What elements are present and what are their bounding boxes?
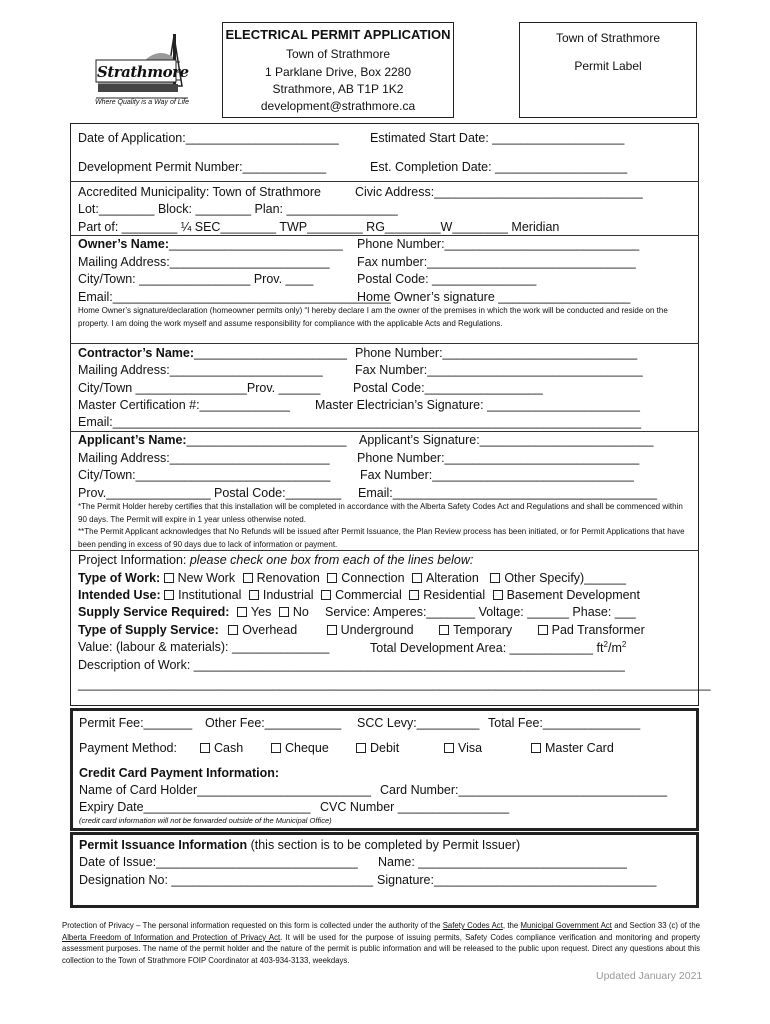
label-box-org: Town of Strathmore (555, 31, 661, 45)
supply-yes-checkbox[interactable]: Yes (237, 605, 271, 619)
owner-fax[interactable]: Fax number:______________________________ (357, 255, 636, 269)
civic-address[interactable]: Civic Address:______________________________ (355, 185, 643, 199)
refund-acknowledgement: **The Permit Applicant acknowledges that No Refunds will be issued after Permit Issuance, the Plan Review process has been initiated, or for Permit Applications that have been pending in excess of 90 days due to lack of information or payment. (78, 527, 685, 549)
pay-visa-checkbox[interactable]: Visa (444, 741, 482, 755)
intended-use-row: Intended Use: Institutional Industrial Commercial Residential Basement Development (78, 588, 640, 602)
card-number[interactable]: Card Number:______________________________ (380, 783, 668, 797)
work-alteration-checkbox[interactable]: Alteration (412, 571, 479, 585)
type-of-work-label: Type of Work (78, 571, 157, 585)
permit-holder-certification: *The Permit Holder hereby certifies that this installation will be completed in accordance with the Alberta Safety Codes Act and Regulations and shall be commenced within 90 days. The Permit will expire in 1 year unless otherwise noted. (78, 502, 683, 524)
logo-tagline: Where Quality is a Way of Life (95, 99, 190, 106)
applicant-mailing[interactable]: Mailing Address:_______________________ (78, 451, 330, 465)
issuance-heading (79, 838, 520, 852)
card-expiry[interactable]: Expiry Date________________________ (79, 800, 311, 814)
service-amperes-voltage-phase[interactable]: Service: Amperes:_______ Voltage: ______ Phase: ___ (325, 605, 636, 619)
master-electrician-signature[interactable]: Master Electrician’s Signature: ______________________ (315, 398, 641, 412)
pay-cheque-checkbox[interactable]: Cheque (271, 741, 329, 755)
card-cvc[interactable]: CVC Number ________________ (320, 800, 510, 814)
contractor-fax[interactable]: Fax Number:_______________________________ (355, 363, 643, 377)
owner-email[interactable]: Email:________________________________________ (78, 290, 391, 304)
scc-levy[interactable]: SCC Levy:_________ (357, 716, 480, 730)
contractor-mailing[interactable]: Mailing Address:______________________ (78, 363, 323, 377)
foip-act-link[interactable]: Alberta Freedom of Information and Protection of Privacy Act (62, 932, 281, 942)
owner-phone[interactable]: Phone Number:____________________________ (357, 237, 640, 251)
supply-type-label: Type of Supply Service: (78, 623, 219, 637)
owner-mailing[interactable]: Mailing Address:_______________________ (78, 255, 330, 269)
supply-type-row (78, 623, 645, 637)
form-title: ELECTRICAL PERMIT APPLICATION (225, 27, 451, 42)
use-industrial-checkbox[interactable]: Industrial (249, 588, 314, 602)
owner-postal[interactable]: Postal Code: _______________ (357, 272, 537, 286)
project-value[interactable]: Value: (labour & materials): ______________ (78, 640, 330, 654)
project-info-instruction: please check one box from each of the lines below: (189, 553, 474, 567)
supply-overhead-checkbox[interactable]: Overhead (228, 623, 297, 637)
owner-name-line[interactable]: _________________________ (169, 237, 343, 251)
date-of-application[interactable]: Date of Application:______________________ (78, 131, 339, 145)
designation-number[interactable]: Designation No: _____________________________ (79, 873, 374, 887)
development-permit-number[interactable]: Development Permit Number:____________ (78, 160, 327, 174)
contractor-name-label: Contractor’s Name: (78, 346, 194, 360)
lot-block-plan[interactable]: Lot:________ Block: ________ Plan: ________________ (78, 202, 398, 216)
divider (70, 550, 699, 551)
issuance-title: Permit Issuance Information (79, 838, 248, 852)
description-of-work[interactable]: Description of Work: ______________________________________________________________ (78, 658, 625, 672)
owner-signature[interactable]: Home Owner’s signature ___________________ (357, 290, 631, 304)
use-commercial-checkbox[interactable]: Commercial (321, 588, 402, 602)
issuer-name[interactable]: Name: ______________________________ (378, 855, 627, 869)
type-of-work-row: Type of Work: New Work Renovation Connection Alteration Other Specify)______ (78, 571, 626, 585)
logo-text: Strathmore (97, 63, 189, 81)
divider (70, 343, 699, 344)
org-email: development@strathmore.ca (260, 99, 416, 113)
owner-declaration: Home Owner’s signature/declaration (homeowner permits only) “I hereby declare I am the owner of the premises in which the work will be conducted and reside on the property. I am doing the work myself and assume responsibility for compliance with the applicable Acts and Regulations. (78, 306, 668, 328)
credit-card-note: (credit card information will not be forwarded outside of the Municipal Office) (79, 816, 332, 825)
work-connection-checkbox[interactable]: Connection (327, 571, 404, 585)
applicant-city[interactable]: City/Town:____________________________ (78, 468, 331, 482)
divider (70, 431, 699, 432)
total-development-area[interactable]: Total Development Area: ____________ $ft^2/m^2$ (370, 640, 627, 656)
applicant-name-line[interactable]: _______________________ (186, 433, 347, 447)
supply-no-checkbox[interactable]: No (279, 605, 309, 619)
pay-debit-checkbox[interactable]: Debit (356, 741, 399, 755)
pay-cash-checkbox[interactable]: Cash (200, 741, 243, 755)
org-address1: 1 Parklane Drive, Box 2280 (264, 65, 412, 79)
accredited-municipality: Accredited Municipality: Town of Strathmore (78, 185, 321, 199)
divider (70, 235, 699, 236)
supply-service-label: Supply Service Required: (78, 605, 230, 619)
total-fee[interactable]: Total Fee:______________ (488, 716, 641, 730)
contractor-email[interactable]: Email:____________________________________________________________________________ (78, 415, 642, 429)
contractor-phone[interactable]: Phone Number:____________________________ (355, 346, 638, 360)
applicant-name-label: Applicant’s Name: (78, 433, 187, 447)
supply-pad-transformer-checkbox[interactable]: Pad Transformer (538, 623, 645, 637)
applicant-fax[interactable]: Fax Number:_____________________________ (360, 468, 634, 482)
intended-use-label: Intended Use (78, 588, 157, 602)
privacy-notice: Protection of Privacy – The personal information requested on this form is collected under the authority of the Safety Codes Act, the Municipal Government Act and Section 33 (c) of the Alberta Freedom of Information and Protection of Privacy Act. It will be used for the purpose of issuing permits, Safety Codes compliance verification and monitoring and property assessment purposes. The name of the permit holder and the nature of the permit is public information and will be released to the public upon request. Direct any questions about this collection to the Town of Strathmore FOIP Coordinator at 403-934-3133, weekdays. (62, 921, 700, 965)
estimated-start-date[interactable]: Estimated Start Date: ___________________ (370, 131, 625, 145)
applicant-prov-postal[interactable]: Prov._______________ Postal Code:________ (78, 486, 342, 500)
label-box-text: Permit Label (574, 59, 642, 73)
use-residential-checkbox[interactable]: Residential (409, 588, 485, 602)
issuer-signature[interactable]: Signature:________________________________ (377, 873, 657, 887)
supply-service-row (78, 605, 309, 619)
est-completion-date[interactable]: Est. Completion Date: ___________________ (370, 160, 628, 174)
owner-city-prov[interactable]: City/Town: ________________ Prov. ____ (78, 272, 314, 286)
use-basement-checkbox[interactable]: Basement Development (493, 588, 640, 602)
applicant-signature[interactable]: Applicant’s Signature:_________________________ (359, 433, 654, 447)
pay-mastercard-checkbox[interactable]: Master Card (531, 741, 614, 755)
credit-card-title: Credit Card Payment Information: (79, 766, 280, 780)
card-holder-name[interactable]: Name of Card Holder_________________________ (79, 783, 371, 797)
master-certification[interactable]: Master Certification #:_____________ (78, 398, 290, 412)
owner-name-label: Owner’s Name: (78, 237, 170, 251)
contractor-name[interactable] (78, 346, 347, 360)
contractor-city-prov[interactable]: City/Town ________________Prov. ______ (78, 381, 321, 395)
other-fee[interactable]: Other Fee:___________ (205, 716, 342, 730)
date-of-issue[interactable]: Date of Issue:_____________________________ (79, 855, 358, 869)
municipal-government-act-link[interactable]: Municipal Government Act (520, 921, 612, 930)
safety-codes-act-link[interactable]: Safety Codes Act (442, 921, 503, 930)
contractor-name-line[interactable]: ______________________ (194, 346, 347, 360)
applicant-name[interactable] (78, 433, 347, 447)
contractor-postal[interactable]: Postal Code:_________________ (353, 381, 543, 395)
project-info-heading: Project Information: please check one box from each of the lines below: (78, 553, 474, 567)
work-other-checkbox[interactable]: Other Specify)______ (490, 571, 626, 585)
updated-date: Updated January 2021 (596, 970, 703, 982)
permit-fee[interactable]: Permit Fee:_______ (79, 716, 193, 730)
org-address2: Strathmore, AB T1P 1K2 (272, 82, 404, 96)
work-renovation-checkbox[interactable]: Renovation (243, 571, 320, 585)
issuance-subtitle: (this section is to be completed by Permit Issuer) (247, 838, 521, 852)
supply-temporary-checkbox[interactable]: Temporary (439, 623, 512, 637)
legal-land-description[interactable]: Part of: ________ ¼ SEC________ TWP________ RG________W________ Meridian (78, 220, 560, 234)
work-new-checkbox[interactable]: New Work (164, 571, 235, 585)
description-of-work-line2[interactable]: ___________________________________________________________________________________________ (78, 677, 711, 691)
applicant-phone[interactable]: Phone Number:____________________________ (357, 451, 640, 465)
owner-name[interactable] (78, 237, 343, 251)
org-name: Town of Strathmore (285, 47, 391, 61)
divider (70, 181, 699, 182)
supply-underground-checkbox[interactable]: Underground (327, 623, 414, 637)
applicant-email[interactable]: Email:______________________________________ (358, 486, 657, 500)
payment-method-label: Payment Method: (79, 741, 177, 755)
use-institutional-checkbox[interactable]: Institutional (164, 588, 241, 602)
